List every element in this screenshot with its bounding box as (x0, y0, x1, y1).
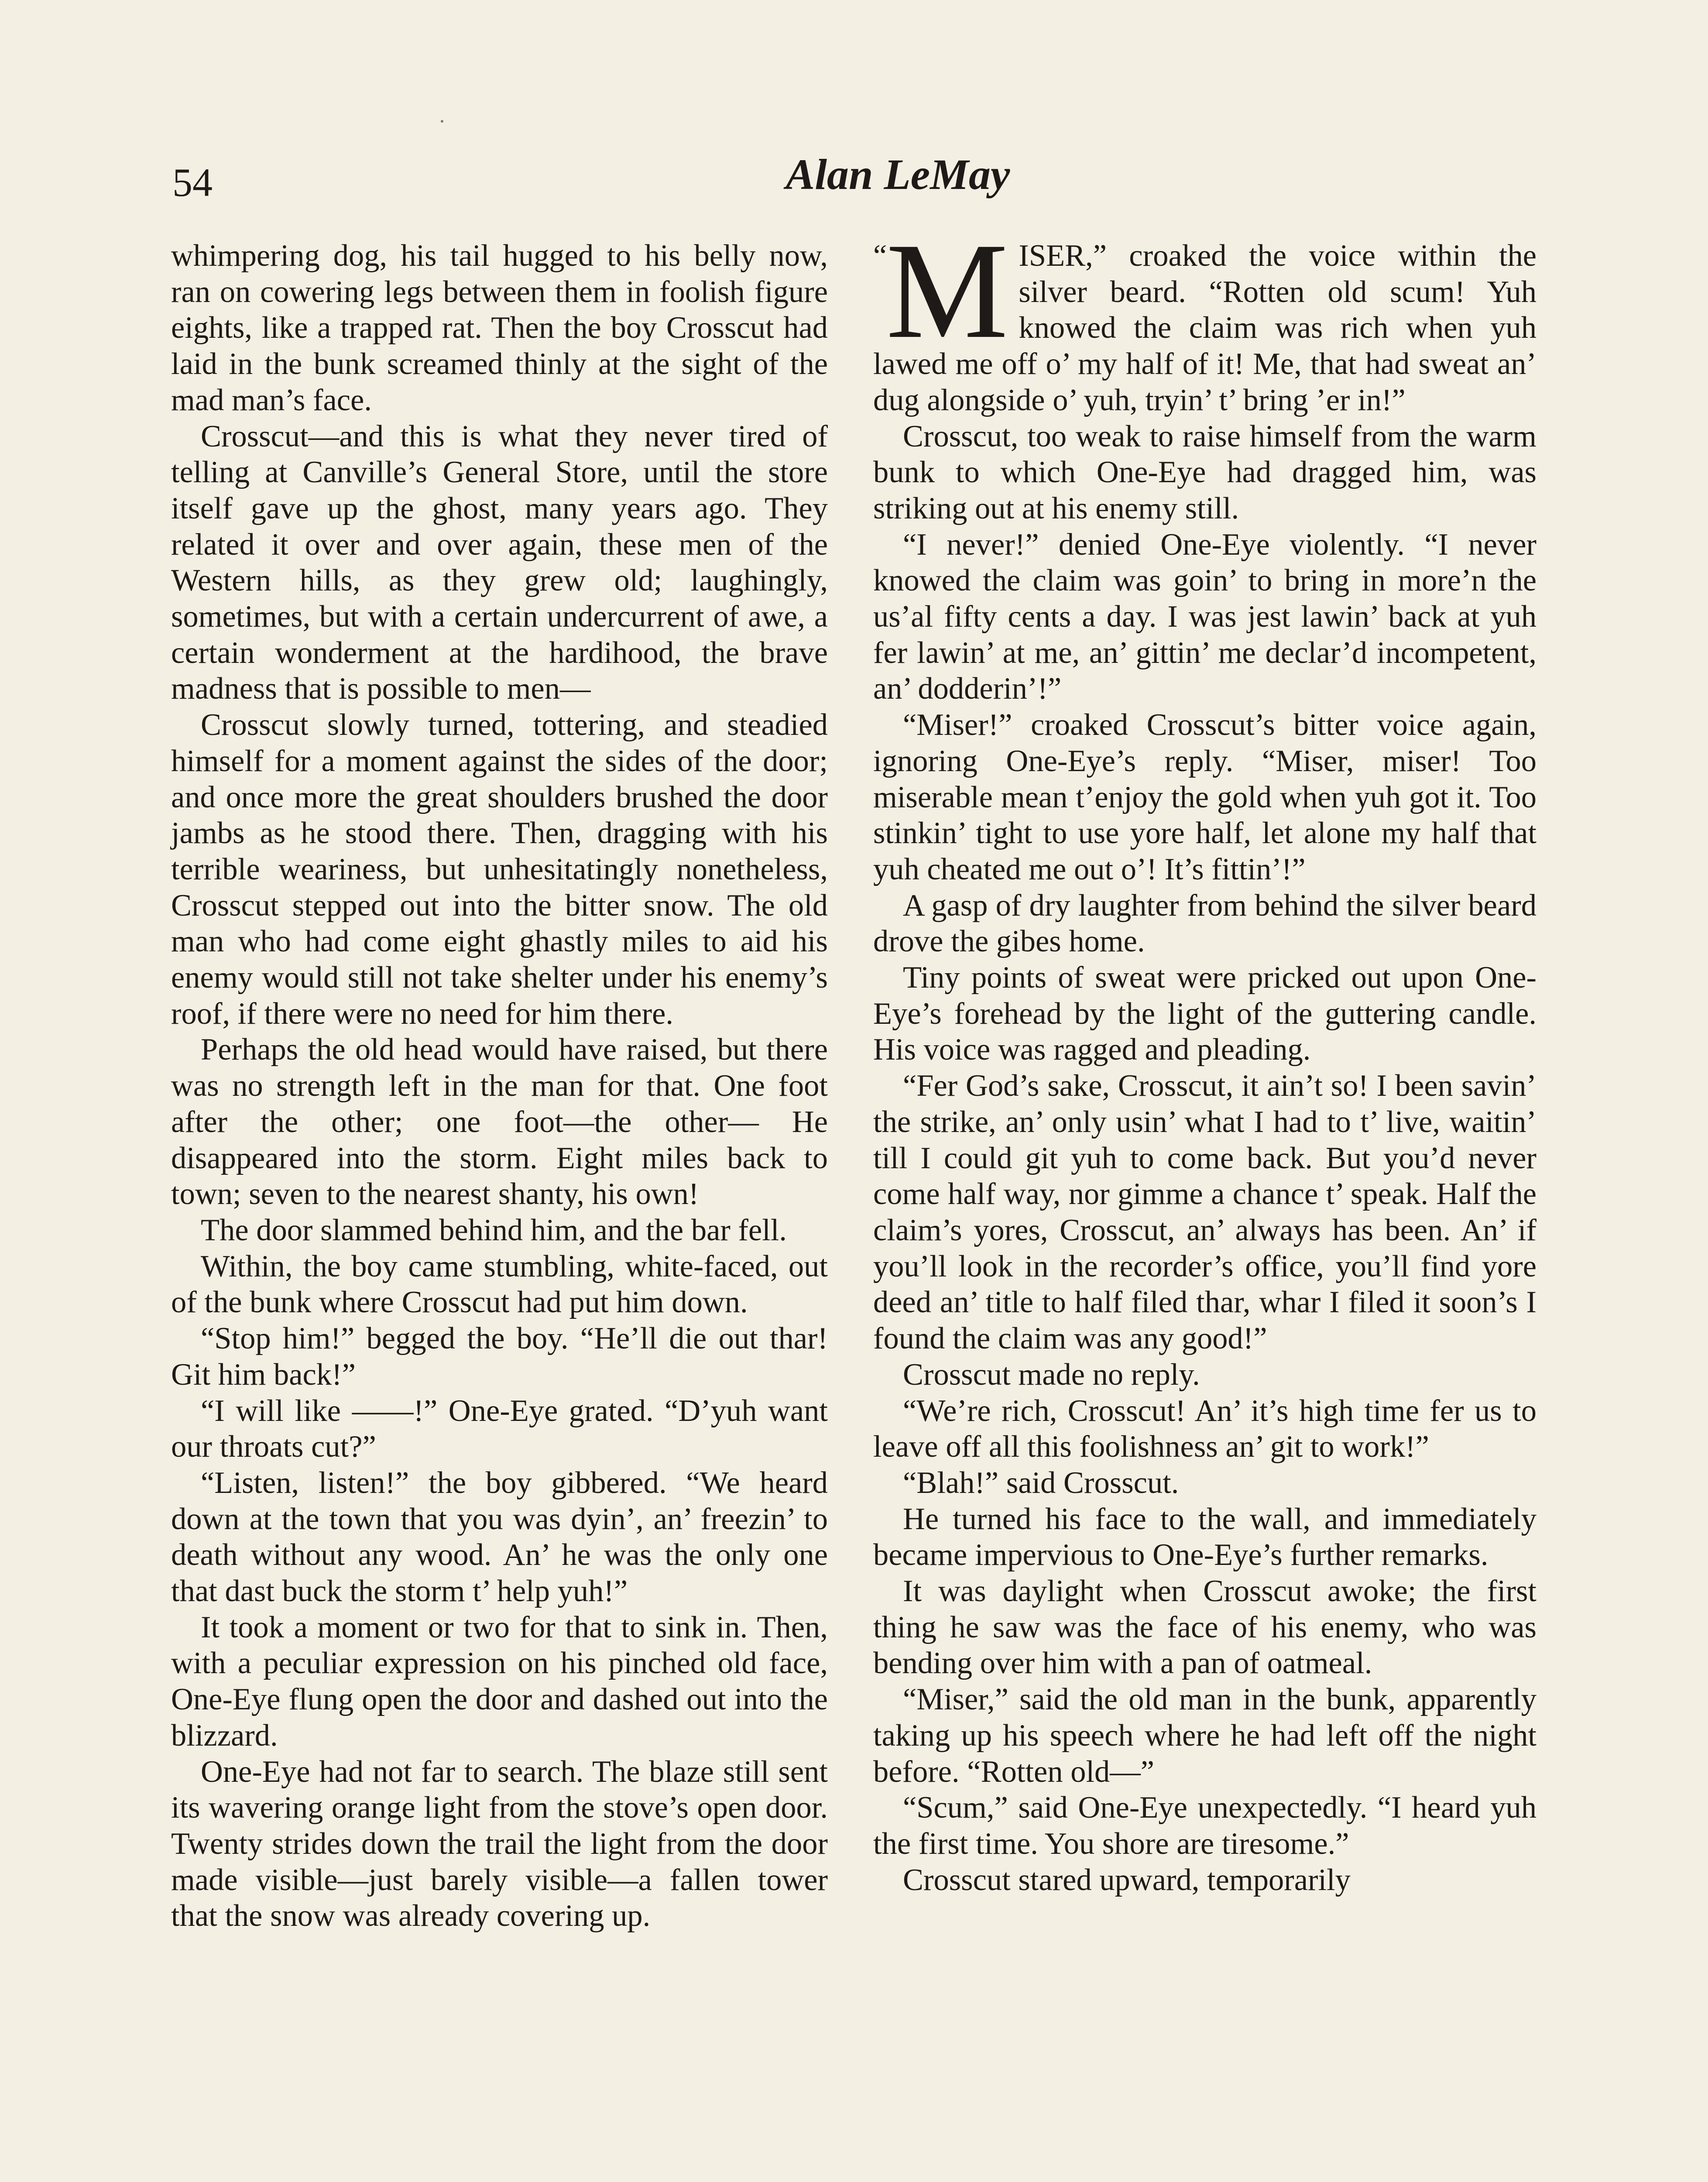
paragraph: “I never!” denied One-Eye violently. “I never knowed the claim was goin’ to bring in more’n the us’al fifty cents a day. I was jest lawin’ back at yuh fer lawin’ at me, an’ gittin’ me declar’d incompetent, an’ dodderin’!” (873, 527, 1537, 706)
dropcap-open-quote: “ (873, 239, 887, 273)
paragraph: “I will like ——!” One-Eye grated. “D’yuh want our throats cut?” (171, 1393, 828, 1464)
paragraph: “Fer God’s sake, Crosscut, it ain’t so! I been savin’ the strike, an’ only usin’ what I had to t’ live, waitin’ till I could git yuh to come back. But you’d never come half way, nor gimme a chance t’ speak. Half the claim’s yores, Crosscut, an’ always has been. An’ if you’ll look in the recorder’s office, you’ll find yore deed an’ title to half filed thar, whar I filed it soon’s I found the claim was any good!” (873, 1069, 1537, 1356)
paragraph: One-Eye had not far to search. The blaze still sent its wavering orange light from the stove’s open door. Twenty strides down the trail the light from the door made visible—just barely visible—a fallen tower that the snow was already covering up. (171, 1754, 828, 1933)
paragraph: He turned his face to the wall, and immediately became impervious to One-Eye’s further remarks. (873, 1502, 1537, 1572)
page-number: 54 (172, 160, 213, 205)
paragraph: The door slammed behind him, and the bar fell. (201, 1213, 787, 1247)
paragraph: Crosscut, too weak to raise himself from the warm bunk to which One-Eye had dragged him, was striking out at his enemy still. (873, 419, 1537, 525)
paragraph: Tiny points of sweat were pricked out upon One-Eye’s forehead by the light of the guttering candle. His voice was ragged and pleading. (873, 961, 1537, 1067)
paragraph: Within, the boy came stumbling, white-faced, out of the bunk where Crosscut had put him down. (171, 1249, 828, 1320)
dropcap-paragraph (873, 215, 1537, 419)
left-column (171, 238, 828, 1934)
paragraph: “Miser!” croaked Crosscut’s bitter voice again, ignoring One-Eye’s reply. “Miser, miser! Too miserable mean t’enjoy the gold when yuh got it. Too stinkin’ tight to use yore half, let alone my half that yuh cheated me out o’! It’s fittin’!” (873, 708, 1537, 886)
paragraph: “Stop him!” begged the boy. “He’ll die out thar! Git him back!” (171, 1321, 828, 1392)
paragraph: Crosscut stared upward, temporarily (903, 1863, 1351, 1897)
paragraph: It took a moment or two for that to sink in. Then, with a peculiar expression on his pinched old face, One-Eye flung open the door and dashed out into the blizzard. (171, 1610, 828, 1753)
right-column (873, 215, 1537, 1898)
paragraph: “Blah!” said Crosscut. (903, 1465, 1179, 1500)
paragraph: Crosscut slowly turned, tottering, and steadied himself for a moment against the sides of the door; and once more the great shoulders brushed the door jambs as he stood there. Then, dragging with his terrible weariness, but unhesitatingly nonetheless, Crosscut stepped out into the bitter snow. The old man who had come eight ghastly miles to aid his enemy would still not take shelter under his enemy’s roof, if there were no need for him there. (171, 708, 828, 1031)
dropcap-text: ISER,” croaked the voice within the silver beard. “Rotten old scum! Yuh knowed the claim was rich when yuh lawed me off o’ my half of it! Me, that had sweat an’ dug alongside o’ yuh, tryin’ t’ bring ’er in!” (873, 239, 1537, 417)
paragraph: “We’re rich, Crosscut! An’ it’s high time fer us to leave off all this foolishness an’ git to work!” (873, 1393, 1537, 1464)
paragraph: Crosscut made no reply. (903, 1357, 1200, 1392)
page-mark (441, 120, 443, 123)
paragraph: A gasp of dry laughter from behind the silver beard drove the gibes home. (873, 888, 1537, 959)
author-running-head: Alan LeMay (785, 150, 1010, 199)
paragraph: Crosscut—and this is what they never tired of telling at Canville’s General Store, until the store itself gave up the ghost, many years ago. They related it over and over again, these men of the Western hills, as they grew old; laughingly, sometimes, but with a certain undercurrent of awe, a certain wonderment at the hardihood, the brave madness that is possible to men— (171, 419, 828, 706)
paragraph: It was daylight when Crosscut awoke; the first thing he saw was the face of his enemy, who was bending over him with a pan of oatmeal. (873, 1574, 1537, 1681)
paragraph: Perhaps the old head would have raised, but there was no strength left in the man for that. One foot after the other; one foot—the other— He disappeared into the storm. Eight miles back to town; seven to the nearest shanty, his own! (171, 1033, 828, 1211)
dropcap-letter: M (886, 215, 1008, 367)
paragraph: “Scum,” said One-Eye unexpectedly. “I heard yuh the first time. You shore are tiresome.” (873, 1791, 1537, 1861)
paragraph: “Miser,” said the old man in the bunk, apparently taking up his speech where he had left off the night before. “Rotten old—” (873, 1682, 1537, 1789)
paragraph: “Listen, listen!” the boy gibbered. “We heard down at the town that you was dyin’, an’ freezin’ to death without any wood. An’ he was the only one that dast buck the storm t’ help yuh!” (171, 1465, 828, 1609)
paragraph: whimpering dog, his tail hugged to his belly now, ran on cowering legs between them in foolish figure eights, like a trapped rat. Then the boy Crosscut had laid in the bunk screamed thinly at the sight of the mad man’s face. (171, 239, 828, 417)
